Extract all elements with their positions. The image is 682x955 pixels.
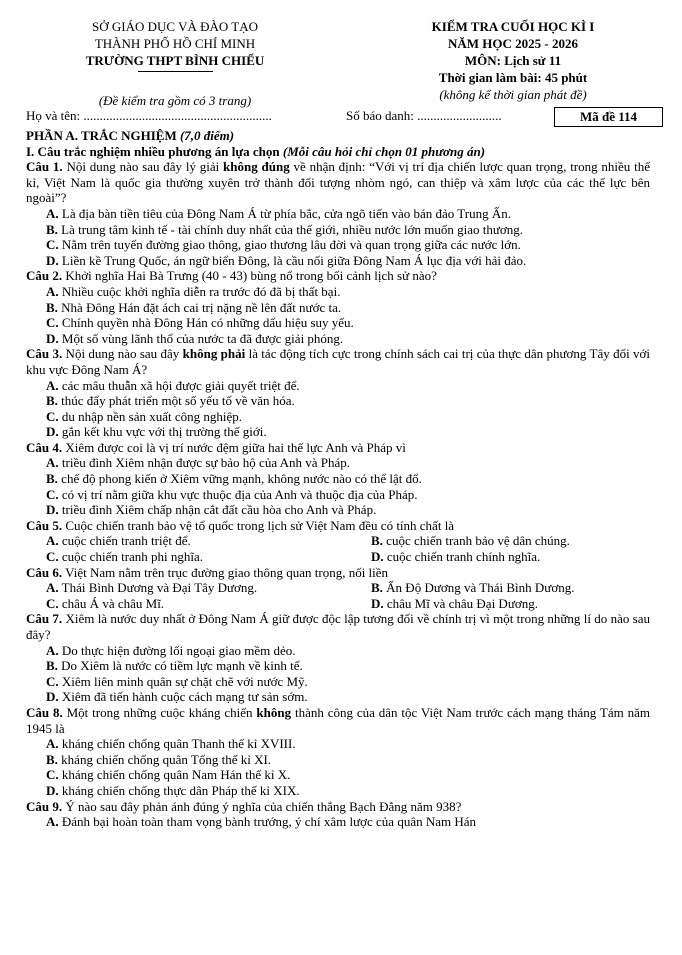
question-emphasis: không: [256, 704, 292, 720]
answer-option[interactable]: [46, 580, 257, 596]
option-text: Là trung tâm kinh tế - tài chính duy nhất của thế giới, nhiều nước lớn muốn giao thương.: [57, 221, 524, 237]
question: [26, 518, 650, 534]
duration: Thời gian làm bài: 45 phút: [438, 70, 588, 85]
option-text: cuộc chiến tranh chính nghĩa.: [383, 549, 541, 565]
question-text: Ý nào sau đây phản ánh đúng ý nghĩa của chiến thắng Bạch Đằng năm 938?: [62, 798, 462, 814]
question: [26, 565, 650, 581]
question: [26, 799, 650, 815]
option-letter: B.: [371, 580, 383, 596]
option-letter: D.: [371, 549, 384, 565]
answer-option[interactable]: [46, 315, 650, 331]
question-label: Câu 8.: [26, 704, 63, 720]
section-heading: [26, 144, 650, 160]
answer-option[interactable]: [46, 455, 650, 471]
question-emphasis: không phải: [182, 346, 246, 362]
option-letter: D.: [46, 782, 59, 798]
answer-option[interactable]: [46, 487, 650, 503]
option-letter: C.: [46, 767, 59, 783]
question-text: Xiêm được coi là vị trí nước đệm giữa hai thế lực Anh và Pháp vì: [62, 439, 406, 455]
answer-option[interactable]: [46, 331, 650, 347]
question-text: Xiêm là nước duy nhất ở Đông Nam Á giữ được độc lập tương đối về chính trị vì một trong những lí do nào sau đây?: [26, 611, 650, 642]
option-letter: B.: [46, 393, 58, 409]
option-letter: A.: [46, 580, 59, 596]
option-text: châu Á và châu Mĩ.: [58, 595, 165, 611]
option-text: Xiêm liên minh quân sự chặt chẽ với nước Mỹ.: [58, 673, 308, 689]
answer-option[interactable]: [46, 471, 650, 487]
student-name-field[interactable]: Họ và tên: ..........................................................: [26, 108, 272, 123]
option-text: kháng chiến chống quân Nam Hán thế kỉ X.: [58, 767, 291, 783]
option-letter: B.: [46, 299, 58, 315]
option-letter: A.: [46, 533, 59, 549]
option-letter: D.: [46, 502, 59, 518]
question-label: Câu 4.: [26, 439, 63, 455]
option-text: Nhà Đông Hán đặt ách cai trị nặng nề lên đất nước ta.: [57, 299, 342, 315]
answer-option[interactable]: [46, 549, 203, 565]
option-letter: C.: [46, 595, 59, 611]
answer-option[interactable]: [46, 689, 650, 705]
question-label: Câu 5.: [26, 517, 63, 533]
option-text: Nhiều cuộc khởi nghĩa diễn ra trước đó đã bị thất bại.: [58, 283, 341, 299]
question-text: Khởi nghĩa Hai Bà Trưng (40 - 43) bùng nổ trong bối cảnh lịch sử nào?: [62, 268, 437, 284]
option-letter: A.: [46, 736, 59, 752]
option-text: cuộc chiến tranh phi nghĩa.: [58, 549, 204, 565]
city-name: THÀNH PHỐ HỒ CHÍ MINH: [94, 36, 256, 51]
option-text: Nằm trên tuyến đường giao thông, giao thương lâu đời và quan trọng giữa các nước lớn.: [58, 237, 521, 253]
option-text: chế độ phong kiến ở Xiêm vững mạnh, không nước nào có thể lật đổ.: [57, 471, 422, 487]
answer-option[interactable]: [46, 674, 650, 690]
option-text: du nhập nền sản xuất công nghiệp.: [58, 408, 243, 424]
option-letter: A.: [46, 377, 59, 393]
part-score: (7,0 điểm): [179, 128, 235, 143]
option-letter: C.: [46, 408, 59, 424]
section-note: (Mỗi câu hỏi chỉ chọn 01 phương án): [282, 143, 486, 159]
option-text: Một số vùng lãnh thổ của nước ta đã được giải phóng.: [58, 330, 344, 346]
question: [26, 440, 650, 456]
page-count-note: (Đề kiểm tra gồm có 3 trang): [98, 93, 252, 108]
option-letter: A.: [46, 814, 59, 830]
answer-option[interactable]: [371, 533, 570, 549]
option-text: triều đình Xiêm chấp nhận cắt đất cầu hòa cho Anh và Pháp.: [58, 502, 377, 518]
answer-option[interactable]: [46, 284, 650, 300]
option-letter: D.: [46, 252, 59, 268]
option-letter: A.: [46, 455, 59, 471]
option-text: cuộc chiến tranh triệt để.: [58, 533, 191, 549]
answer-option-row: [26, 549, 650, 565]
option-letter: A.: [46, 283, 59, 299]
duration-note: (không kể thời gian phát đề): [439, 87, 587, 102]
option-text: kháng chiến chống quân Tống thế kỉ XI.: [57, 751, 272, 767]
answer-option[interactable]: [371, 549, 540, 565]
question-text: Nội dung nào sau đây lý giải: [62, 159, 224, 175]
answer-option[interactable]: [46, 502, 650, 518]
question-text: Một trong những cuộc kháng chiến: [62, 704, 257, 720]
school-name: TRƯỜNG THPT BÌNH CHIỂU: [85, 53, 265, 68]
question-label: Câu 1.: [26, 159, 63, 175]
question-label: Câu 6.: [26, 564, 63, 580]
student-info-row: [26, 108, 646, 126]
option-text: các mâu thuẫn xã hội được giải quyết triệt để.: [58, 377, 300, 393]
school-block: [40, 18, 310, 109]
answer-option[interactable]: [371, 580, 574, 596]
question-text: Cuộc chiến tranh bảo vệ tổ quốc trong lịch sử Việt Nam đều có tính chất là: [62, 517, 455, 533]
question: [26, 611, 650, 642]
exam-block: [368, 18, 658, 103]
option-text: Chính quyền nhà Đông Hán có những dấu hiệu suy yếu.: [58, 315, 354, 331]
question: [26, 159, 650, 206]
option-letter: D.: [46, 689, 59, 705]
question-text: thành công của dân tộc Việt Nam trước cách mạng tháng Tám năm 1945 là: [26, 704, 650, 736]
option-letter: C.: [46, 315, 59, 331]
option-letter: D.: [371, 595, 384, 611]
option-text: thúc đẩy phát triển một số yếu tố về văn hóa.: [57, 393, 295, 409]
option-text: triều đình Xiêm nhận được sự bảo hộ của Anh và Pháp.: [58, 455, 351, 471]
question-text: Việt Nam nằm trên trục đường giao thông quan trọng, nối liền: [62, 564, 389, 580]
part-heading: [26, 128, 650, 144]
option-letter: D.: [46, 330, 59, 346]
option-text: Đánh bại hoàn toàn tham vọng bành trướng, ý chí xâm lược của quân Nam Hán: [58, 814, 477, 830]
option-text: Do thực hiện đường lối ngoại giao mềm dẻo.: [58, 642, 296, 658]
question-text: là tác động tích cực trong chính sách cai trị của thực dân phương Tây đối với khu vực Đông Nam Á?: [26, 346, 651, 377]
option-letter: A.: [46, 642, 59, 658]
option-text: Là địa bàn tiền tiêu của Đông Nam Á từ phía bắc, cửa ngõ tiến vào bán đảo Trung Ấn.: [58, 205, 512, 221]
option-text: Thái Bình Dương và Đại Tây Dương.: [58, 580, 258, 596]
option-letter: D.: [46, 424, 59, 440]
exam-content: [26, 128, 650, 830]
answer-option[interactable]: [46, 658, 650, 674]
option-letter: B.: [371, 533, 383, 549]
answer-option[interactable]: [46, 533, 191, 549]
answer-option[interactable]: [46, 222, 650, 238]
option-letter: B.: [46, 471, 58, 487]
question-label: Câu 9.: [26, 798, 63, 814]
question-text: về nhận định: “Với vị trí địa chiến lược quan trọng, trong nhiều thế kỉ, Việt Nam là quốc gia thường xuyên trở thành đối tượng nhòm ngó, can thiệp và xâm lược của các thế lực bên ngoài”?: [26, 159, 650, 206]
exam-code-box: Mã đề 114: [554, 107, 663, 127]
answer-option[interactable]: [46, 783, 650, 799]
option-letter: C.: [46, 486, 59, 502]
option-text: Liền kề Trung Quốc, án ngữ biển Đông, là cầu nối giữa Đông Nam Á lục địa với hải đảo.: [58, 252, 527, 268]
answer-option[interactable]: [46, 378, 650, 394]
answer-option[interactable]: [46, 206, 650, 222]
question-label: Câu 7.: [26, 611, 63, 627]
question-emphasis: không đúng: [223, 159, 290, 175]
answer-option[interactable]: [46, 752, 650, 768]
option-letter: B.: [46, 221, 58, 237]
answer-option[interactable]: [46, 814, 650, 830]
question-label: Câu 2.: [26, 268, 63, 284]
option-text: kháng chiến chống thực dân Pháp thế kỉ XIX.: [58, 782, 300, 798]
option-text: gắn kết khu vực với thị trường thế giới.: [58, 424, 267, 440]
answer-option[interactable]: [46, 393, 650, 409]
option-letter: B.: [46, 751, 58, 767]
school-year: NĂM HỌC 2025 - 2026: [448, 36, 578, 51]
candidate-number-field[interactable]: Số báo danh: ..........................: [346, 108, 502, 123]
exam-title: KIỂM TRA CUỐI HỌC KÌ I: [431, 19, 595, 34]
option-text: Ấn Độ Dương và Thái Bình Dương.: [382, 580, 575, 596]
answer-option[interactable]: [46, 736, 650, 752]
answer-option[interactable]: [371, 596, 538, 612]
part-title: PHẦN A. TRẮC NGHIỆM: [26, 128, 177, 143]
answer-option[interactable]: [46, 596, 164, 612]
answer-option-row: [26, 580, 650, 596]
question: [26, 346, 650, 377]
answer-option[interactable]: [46, 409, 650, 425]
option-letter: A.: [46, 205, 59, 221]
option-text: Do Xiêm là nước có tiềm lực mạnh về kinh tế.: [57, 658, 303, 674]
question-label: Câu 3.: [26, 346, 63, 362]
answer-option[interactable]: [46, 253, 650, 269]
school-underline: [138, 71, 213, 72]
answer-option-row: [26, 596, 650, 612]
question-text: Nội dung nào sau đây: [62, 346, 183, 362]
option-letter: C.: [46, 673, 59, 689]
option-letter: C.: [46, 237, 59, 253]
option-text: có vị trí nằm giữa khu vực thuộc địa của Anh và thuộc địa của Pháp.: [58, 486, 418, 502]
answer-option[interactable]: [46, 237, 650, 253]
answer-option[interactable]: [46, 300, 650, 316]
answer-option[interactable]: [46, 643, 650, 659]
exam-header: [0, 18, 682, 118]
subject: MÔN: Lịch sử 11: [464, 53, 562, 68]
option-text: cuộc chiến tranh bảo vệ dân chúng.: [382, 533, 570, 549]
question: [26, 705, 650, 736]
option-text: châu Mĩ và châu Đại Dương.: [383, 595, 538, 611]
option-text: Xiêm đã tiến hành cuộc cách mạng tư sản sớm.: [58, 689, 308, 705]
option-text: kháng chiến chống quân Thanh thế kỉ XVIII.: [58, 736, 296, 752]
answer-option[interactable]: [46, 767, 650, 783]
option-letter: C.: [46, 549, 59, 565]
department-name: SỞ GIÁO DỤC VÀ ĐÀO TẠO: [92, 19, 258, 34]
answer-option-row: [26, 533, 650, 549]
answer-option[interactable]: [46, 424, 650, 440]
option-letter: B.: [46, 658, 58, 674]
section-title: I. Câu trắc nghiệm nhiều phương án lựa chọn: [26, 143, 280, 159]
question: [26, 268, 650, 284]
